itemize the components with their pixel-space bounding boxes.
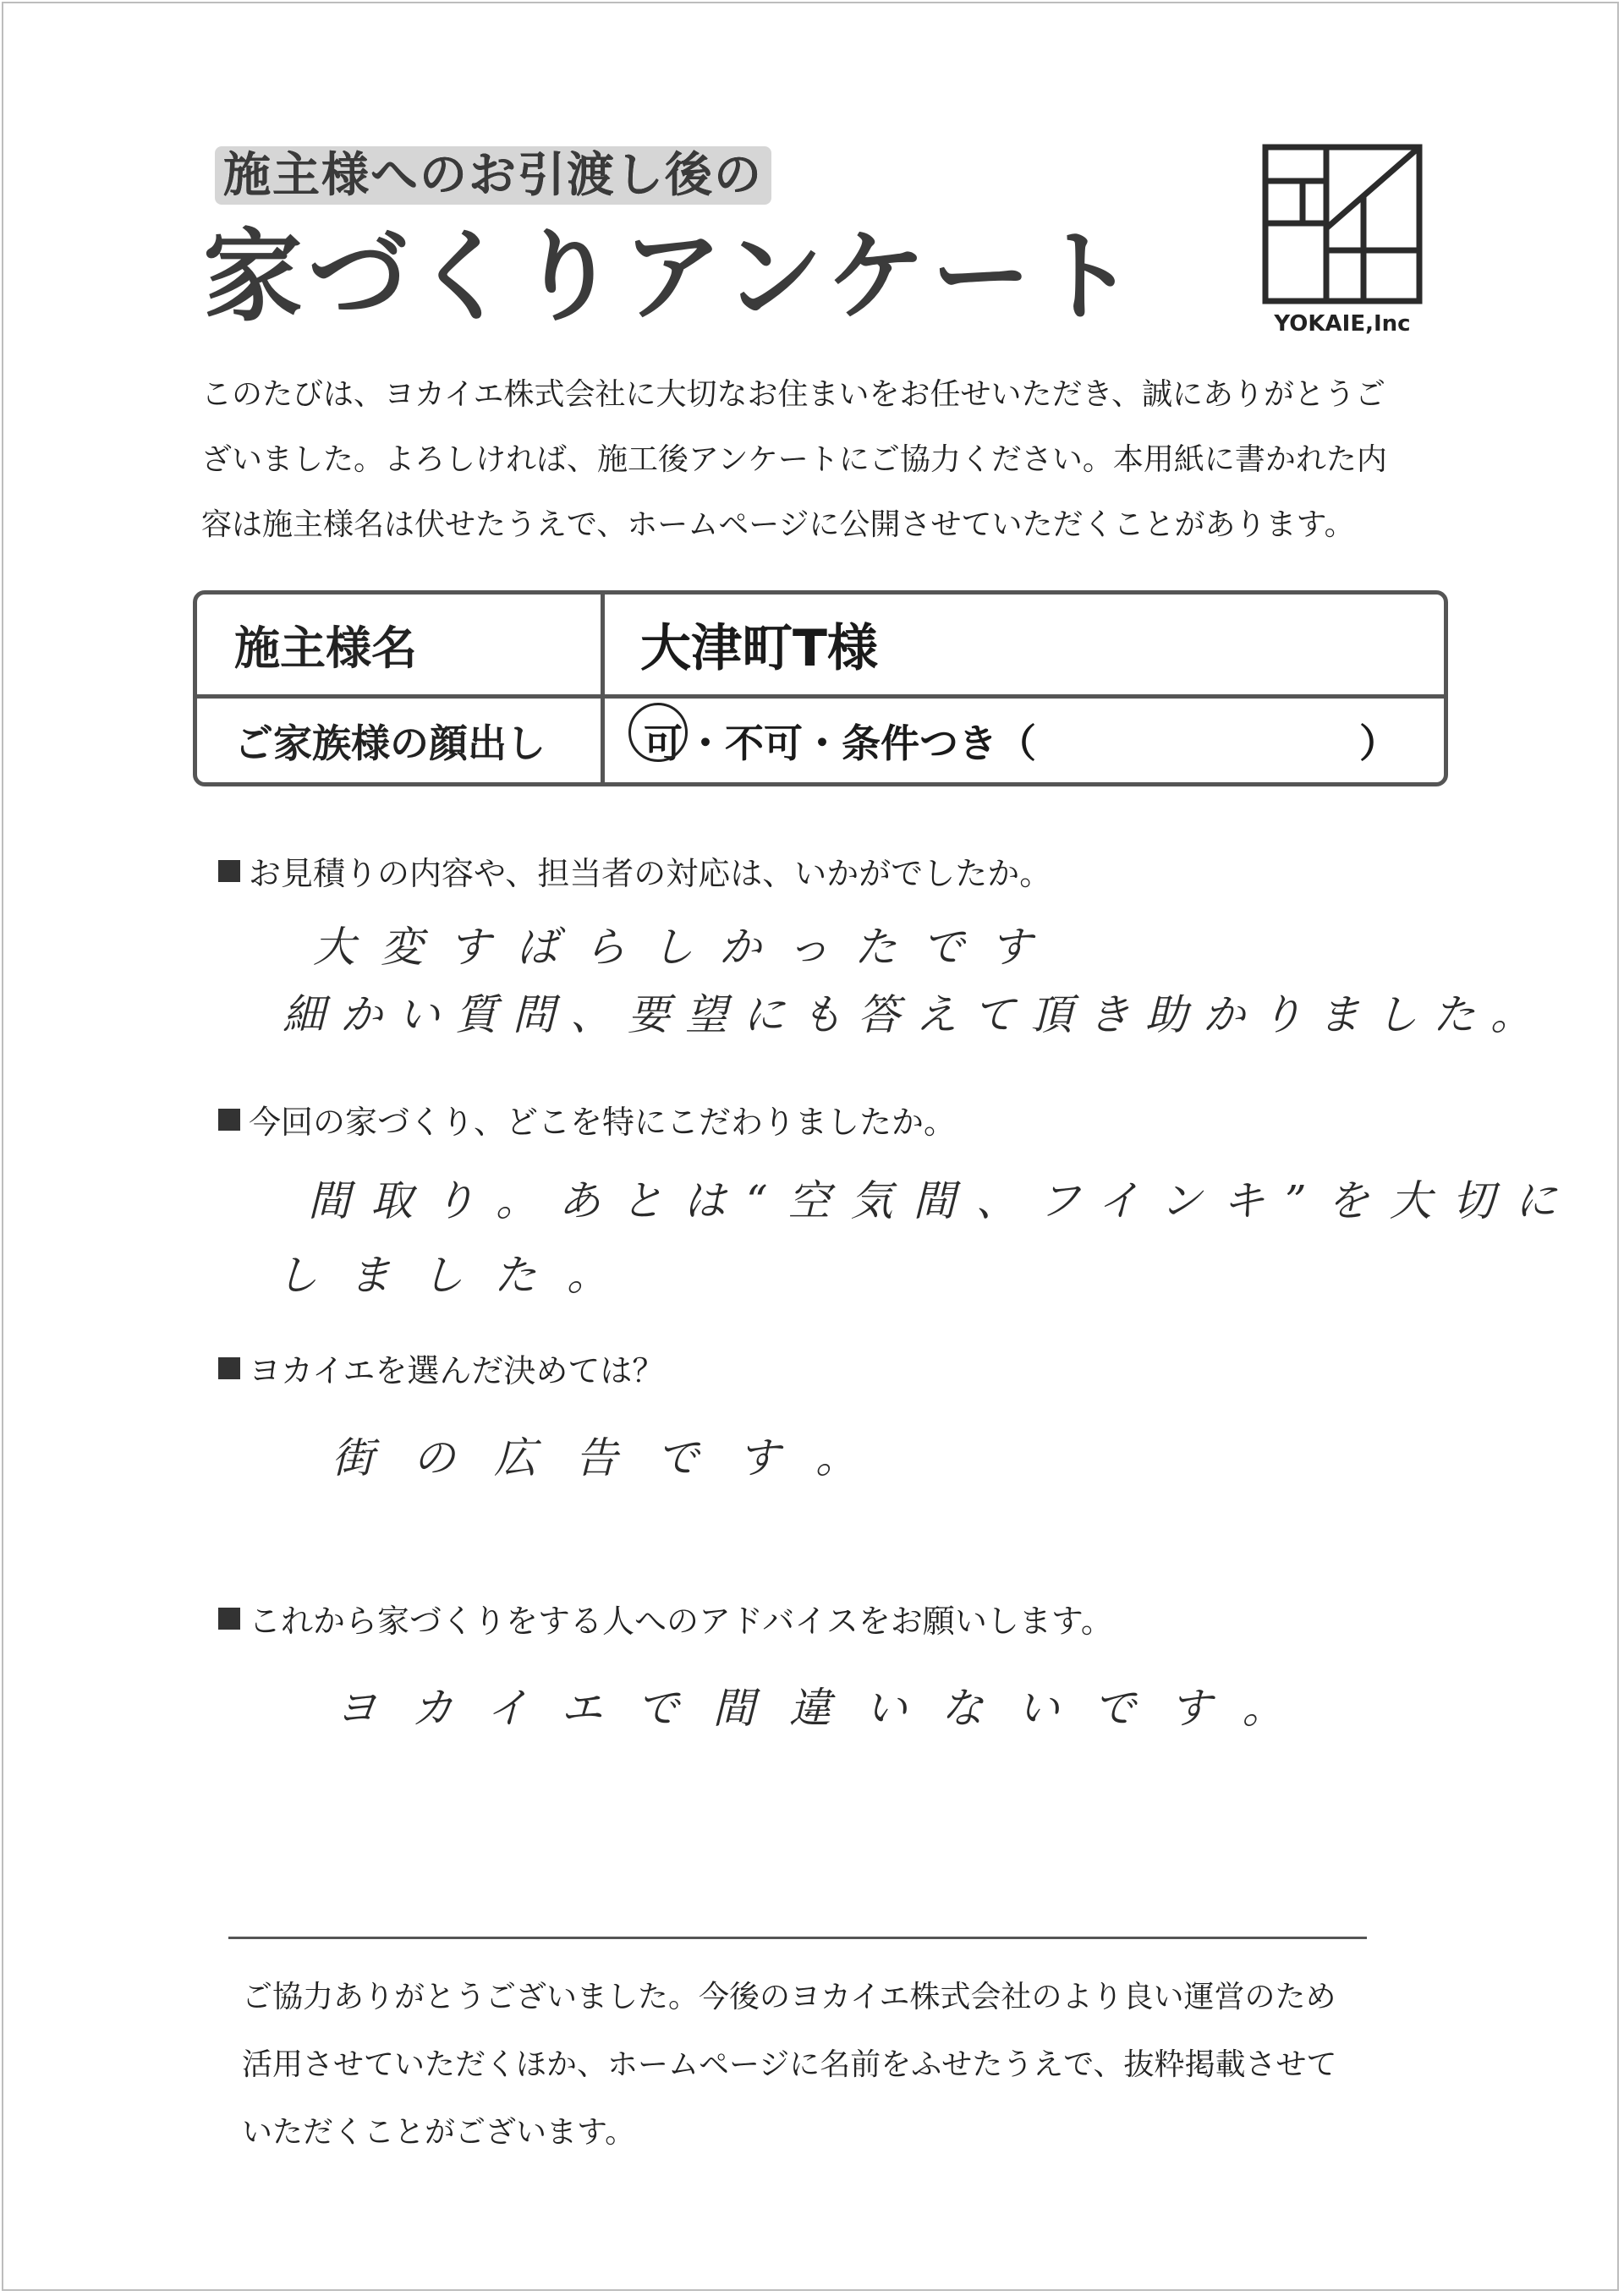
face-label: ご家族様の顔出し bbox=[197, 699, 605, 782]
page-border bbox=[2, 2, 1619, 2291]
bullet-square-icon bbox=[218, 860, 240, 882]
subtitle: 施主様へのお引渡し後の bbox=[215, 151, 771, 201]
logo-text: YOKAIE,Inc bbox=[1274, 311, 1411, 337]
outro-text bbox=[242, 1964, 1409, 2167]
face-option-close: ） bbox=[1359, 720, 1398, 766]
answer-2-line-2: しました。 bbox=[276, 1251, 639, 1300]
answer-3-line-1: 街の広告です。 bbox=[332, 1433, 897, 1482]
question-1-text: お見積りの内容や、担当者の対応は、いかがでしたか。 bbox=[249, 855, 1052, 892]
answer-1-line-2: 細かい質問、要望にも答えて頂き助かりました。 bbox=[283, 990, 1548, 1039]
question-2 bbox=[218, 1096, 956, 1143]
question-2-text: 今回の家づくり、どこを特にこだわりましたか。 bbox=[249, 1104, 957, 1141]
name-label: 施主様名 bbox=[197, 595, 605, 694]
intro-text bbox=[201, 362, 1453, 557]
intro-line: 容は施主様名は伏せたうえで、ホームページに公開させていただくことがあります。 bbox=[201, 507, 1355, 542]
answer-2-line-1: 間取り。あとは“空気間、フインキ”を大切に bbox=[308, 1176, 1577, 1225]
divider bbox=[228, 1937, 1367, 1939]
bullet-square-icon bbox=[218, 1357, 240, 1379]
info-row-name bbox=[197, 595, 1444, 699]
question-1 bbox=[218, 847, 1051, 894]
info-table bbox=[193, 590, 1448, 786]
outro-line: 活用させていただくほか、ホームページに名前をふせたうえで、抜粋掲載させて bbox=[242, 2047, 1337, 2082]
info-row-face bbox=[197, 699, 1444, 782]
face-option-rest: ・不可・条件つき（ bbox=[686, 720, 1036, 766]
answer-4-line-1: ヨカイエで間違いないです。 bbox=[335, 1684, 1319, 1733]
face-option-selected[interactable]: 可 bbox=[640, 713, 686, 769]
question-3-text: ヨカイエを選んだ決めては？ bbox=[249, 1352, 665, 1389]
question-4 bbox=[218, 1595, 1113, 1641]
page-title: 家づくりアンケート bbox=[203, 218, 1141, 335]
answer-1-line-1: 大変すばらしかったです bbox=[313, 923, 1057, 972]
intro-line: ざいました。よろしければ、施工後アンケートにご協力ください。本用紙に書かれた内 bbox=[201, 442, 1387, 477]
yokaie-logo-icon bbox=[1262, 144, 1423, 304]
outro-line: いただくことがございます。 bbox=[242, 2115, 636, 2150]
question-4-text: これから家づくりをする人へのアドバイスをお願いします。 bbox=[249, 1603, 1113, 1640]
name-value: 大津町T様 bbox=[640, 619, 878, 678]
face-options bbox=[605, 699, 1444, 782]
question-3 bbox=[218, 1345, 664, 1391]
outro-line: ご協力ありがとうございました。今後のヨカイエ株式会社のより良い運営のため bbox=[242, 1980, 1336, 2014]
bullet-square-icon bbox=[218, 1608, 240, 1630]
intro-line: このたびは、ヨカイエ株式会社に大切なお住まいをお任せいただき、誠にありがとうご bbox=[201, 377, 1386, 412]
bullet-square-icon bbox=[218, 1109, 240, 1131]
